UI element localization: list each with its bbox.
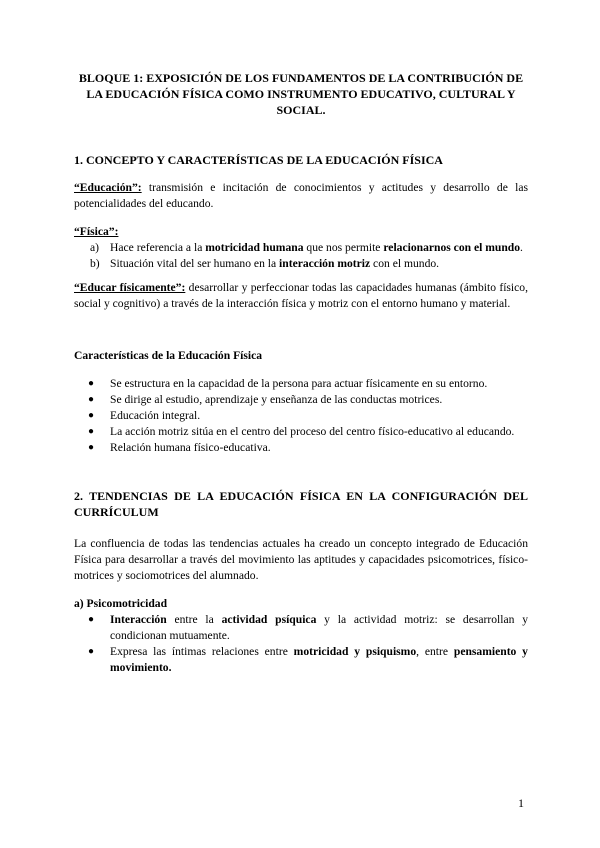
list-item <box>74 392 528 408</box>
page-number: 1 <box>518 796 524 810</box>
text: , entre <box>416 645 454 658</box>
section-2-intro: La confluencia de todas las tendencias actuales ha creado un concepto integrado de Educación Física para desarrollar a través del movimiento las aptitudes y capacidades psicomotrices, físico-motrices y sociomotrices del alumnado. <box>74 537 528 582</box>
text: que nos permite <box>303 241 384 254</box>
list-item-text: Se estructura en la capacidad de la persona para actuar físicamente en su entorno. <box>110 377 488 390</box>
term-educar: “Educar físicamente”: <box>74 281 186 294</box>
list-item-text: Educación integral. <box>110 409 201 422</box>
document-title: BLOQUE 1: EXPOSICIÓN DE LOS FUNDAMENTOS DE LA CONTRIBUCIÓN DE LA EDUCACIÓN FÍSICA COMO INSTRUMENTO EDUCATIVO, CULTURAL Y SOCIAL. <box>78 71 524 117</box>
list-item-text: Se dirige al estudio, aprendizaje y enseñanza de las conductas motrices. <box>110 393 443 406</box>
bold-text: actividad psíquica <box>221 613 317 626</box>
bold-text: motricidad humana <box>205 241 304 254</box>
definition-educacion <box>74 180 528 212</box>
list-item <box>74 424 528 440</box>
caracteristicas-list <box>74 376 528 456</box>
bullet-icon: ● <box>88 378 95 389</box>
list-item <box>74 240 528 256</box>
text: Hace referencia a la <box>110 241 206 254</box>
list-item <box>74 612 528 644</box>
section-2-heading: 2. TENDENCIAS DE LA EDUCACIÓN FÍSICA EN LA CONFIGURACIÓN DEL CURRÍCULUM <box>74 489 528 519</box>
text: con el mundo. <box>370 257 440 270</box>
list-item <box>74 440 528 456</box>
bullet-icon: ● <box>88 614 95 625</box>
psicomotricidad-list <box>74 612 528 676</box>
list-item <box>74 376 528 392</box>
bullet-icon: ● <box>88 646 95 657</box>
list-item <box>74 256 528 272</box>
bullet-icon: ● <box>88 410 95 421</box>
bullet-icon: ● <box>88 426 95 437</box>
definition-educar <box>74 280 528 312</box>
bold-text: relacionarnos con el mundo <box>383 241 521 254</box>
bold-text: interacción motriz <box>279 257 371 270</box>
bold-text: motricidad y psiquismo <box>293 645 417 658</box>
psicomotricidad-heading: a) Psicomotricidad <box>74 597 168 610</box>
text: Situación vital del ser humano en la <box>110 257 280 270</box>
text: . <box>520 241 523 254</box>
section-1-heading: 1. CONCEPTO Y CARACTERÍSTICAS DE LA EDUCACIÓN FÍSICA <box>74 153 443 167</box>
bold-text: Interacción <box>110 613 167 626</box>
list-marker: a) <box>90 241 100 254</box>
list-item <box>74 408 528 424</box>
list-item-text: Relación humana físico-educativa. <box>110 441 271 454</box>
bullet-icon: ● <box>88 442 95 453</box>
document-page <box>74 70 528 676</box>
definition-educar-text: desarrollar y perfeccionar todas las capacidades humanas (ámbito físico, social y cognitivo) a través de la interacción física y motriz con el entorno humano y material. <box>74 281 528 310</box>
definition-educacion-text: transmisión e incitación de conocimientos y actitudes y desarrollo de las potencialidades del educando. <box>74 181 528 210</box>
term-educacion: “Educación”: <box>74 181 142 194</box>
list-item <box>74 644 528 676</box>
text: y la actividad motriz: se desarrollan y condicionan mutuamente. <box>110 613 529 642</box>
bold-text: pensamiento y movimiento. <box>110 645 528 674</box>
caracteristicas-heading: Características de la Educación Física <box>74 349 263 362</box>
text: Expresa las íntimas relaciones entre <box>110 645 294 658</box>
list-item-text: La acción motriz sitúa en el centro del proceso del centro físico-educativo al educando. <box>110 425 515 438</box>
list-marker: b) <box>90 257 100 270</box>
definition-fisica <box>74 224 528 240</box>
term-fisica: “Física”: <box>74 225 119 238</box>
bullet-icon: ● <box>88 394 95 405</box>
text: entre la <box>166 613 222 626</box>
fisica-list <box>74 240 528 272</box>
